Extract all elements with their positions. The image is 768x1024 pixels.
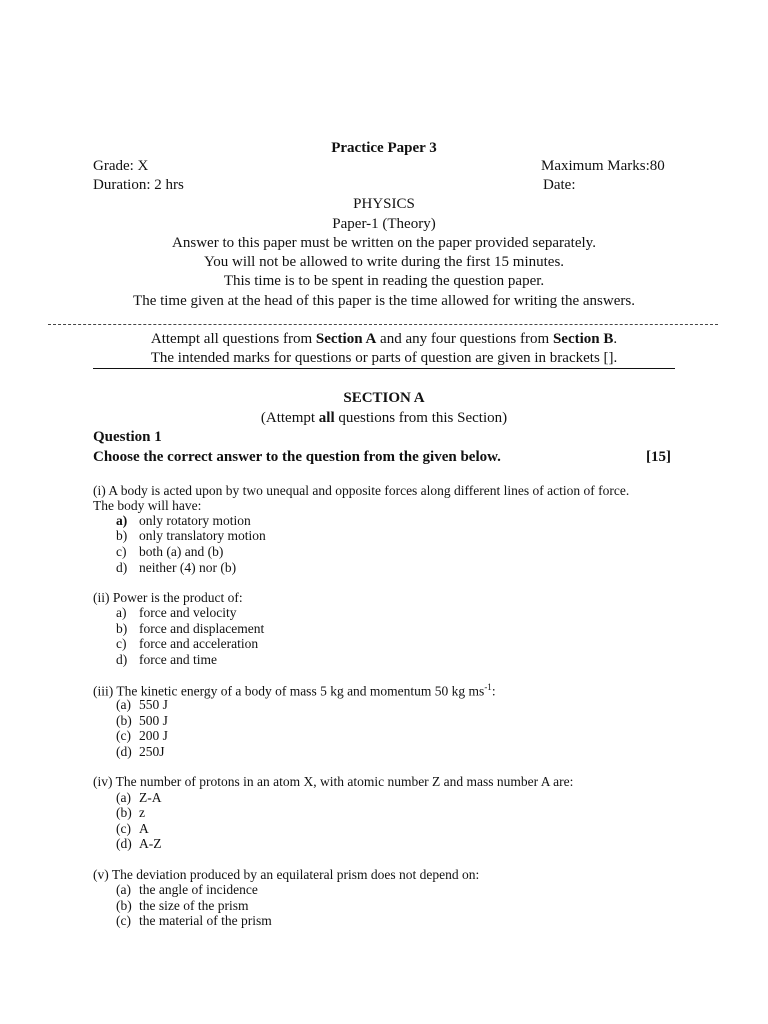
question-stem: (v) The deviation produced by an equilateral prism does not depend on: bbox=[93, 867, 480, 882]
question-label: Question 1 bbox=[93, 429, 162, 445]
option-item: a) force and velocity bbox=[116, 605, 237, 620]
option-item: d) force and time bbox=[116, 652, 217, 667]
option-item: (c) 200 J bbox=[116, 728, 168, 743]
date-label: Date: bbox=[543, 177, 576, 193]
question-stem: (iii) The kinetic energy of a body of mass 5 kg and momentum 50 kg $ms^{-1}$: bbox=[93, 682, 496, 699]
option-item: c) both (a) and (b) bbox=[116, 544, 224, 559]
question-stem: The body will have: bbox=[93, 498, 202, 513]
question-stem: (ii) Power is the product of: bbox=[93, 590, 243, 605]
instruction-line: This time is to be spent in reading the question paper. bbox=[223, 273, 545, 289]
notice-line-1: Attempt all questions from Section A and any four questions from Section B. bbox=[150, 331, 618, 347]
question-stem: (i) A body is acted upon by two unequal and opposite forces along different lines of action of force. bbox=[93, 483, 630, 498]
paper-title: Practice Paper 3 bbox=[331, 140, 437, 156]
option-item: c) force and acceleration bbox=[116, 636, 259, 651]
max-marks-label: Maximum Marks:80 bbox=[541, 158, 665, 174]
option-item: d) neither (4) nor (b) bbox=[116, 560, 237, 575]
notice-line-2: The intended marks for questions or parts of question are given in brackets []. bbox=[150, 350, 618, 366]
option-item: (b) z bbox=[116, 805, 145, 820]
option-item: (b) the size of the prism bbox=[116, 898, 249, 913]
option-item: (d) A-Z bbox=[116, 836, 162, 851]
option-item: (c) the material of the prism bbox=[116, 913, 272, 928]
option-item: (a) 550 J bbox=[116, 697, 168, 712]
section-title: SECTION A bbox=[343, 390, 425, 406]
option-item: (a) the angle of incidence bbox=[116, 882, 258, 897]
option-item: (c) A bbox=[116, 821, 149, 836]
notice-divider bbox=[93, 368, 675, 369]
instruction-line: Answer to this paper must be written on the paper provided separately. bbox=[172, 235, 596, 251]
option-item: (a) Z-A bbox=[116, 790, 162, 805]
instruction-line: The time given at the head of this paper is the time allowed for writing the answers. bbox=[133, 293, 635, 309]
paper-subtitle: Paper-1 (Theory) bbox=[332, 216, 436, 232]
option-item: a) only rotatory motion bbox=[116, 513, 251, 528]
header-divider bbox=[48, 324, 718, 325]
duration-label: Duration: 2 hrs bbox=[93, 177, 184, 193]
option-item: b) force and displacement bbox=[116, 621, 265, 636]
grade-label: Grade: X bbox=[93, 158, 149, 174]
subject-title: PHYSICS bbox=[353, 196, 415, 212]
option-item: b) only translatory motion bbox=[116, 528, 266, 543]
option-item: (d) 250J bbox=[116, 744, 165, 759]
question-stem: (iv) The number of protons in an atom X, with atomic number Z and mass number A are: bbox=[93, 774, 574, 789]
section-subtitle: (Attempt all questions from this Section) bbox=[260, 410, 508, 426]
instruction-line: You will not be allowed to write during the first 15 minutes. bbox=[203, 254, 565, 270]
option-item: (b) 500 J bbox=[116, 713, 168, 728]
question-prompt: Choose the correct answer to the question from the given below. bbox=[93, 449, 501, 465]
marks-badge: [15] bbox=[646, 449, 671, 465]
